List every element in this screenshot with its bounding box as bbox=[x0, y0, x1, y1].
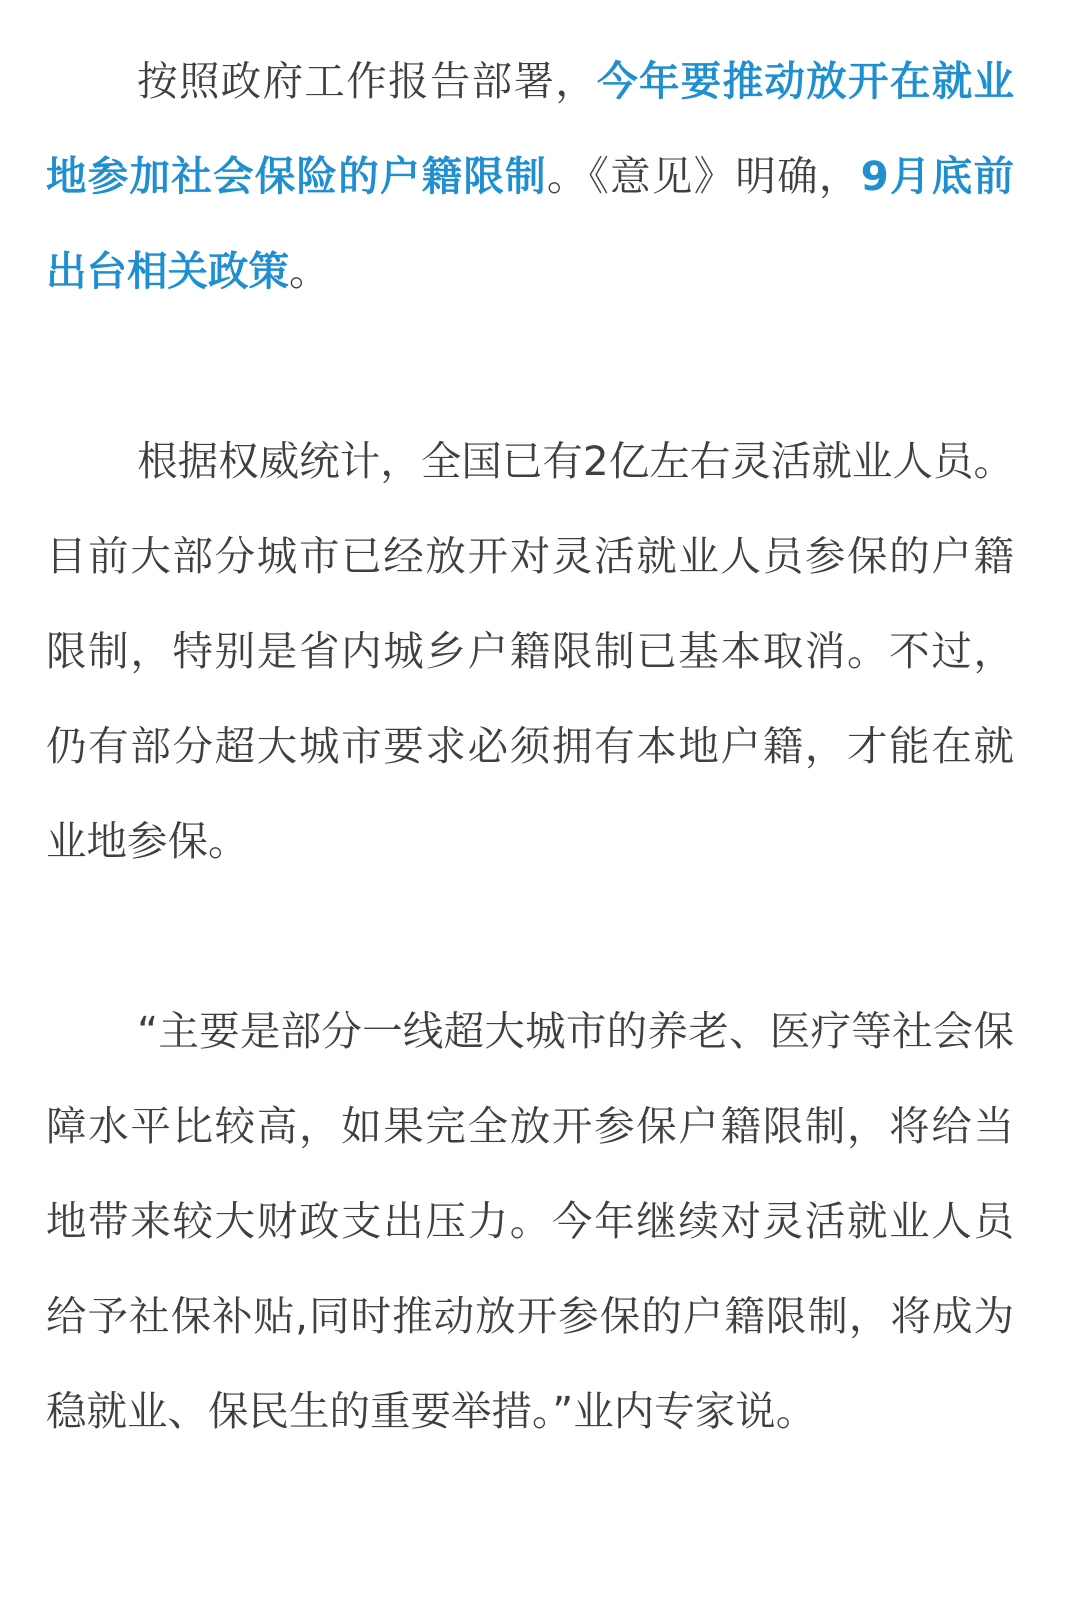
paragraph-hukou-policy bbox=[46, 34, 1014, 319]
text-run: 。《意见》明确， bbox=[546, 152, 861, 200]
text-run: 。 bbox=[289, 247, 330, 295]
highlighted-text: 9月底前出台相关政策 bbox=[46, 152, 1014, 295]
text-run: 按照政府工作报告部署， bbox=[137, 57, 598, 105]
paragraph-expert-quote bbox=[46, 984, 1014, 1459]
text-run: “主要是部分一线超大城市的养老、医疗等社会保障水平比较高，如果完全放开参保户籍限制，将给当地带来较大财政支出压力。今年继续对灵活就业人员给予社保补贴,同时推动放开参保的户籍限制，将成为稳就业、保民生的重要举措。”业内专家说。 bbox=[46, 1007, 1014, 1435]
paragraph-flexible-employment bbox=[46, 414, 1014, 889]
article-body bbox=[46, 34, 1014, 1459]
highlighted-text: 今年要推动放开在就业地参加社会保险的户籍限制 bbox=[46, 57, 1015, 200]
text-run: 根据权威统计，全国已有2亿左右灵活就业人员。目前大部分城市已经放开对灵活就业人员参保的户籍限制，特别是省内城乡户籍限制已基本取消。不过，仍有部分超大城市要求必须拥有本地户籍，才能在就业地参保。 bbox=[46, 437, 1014, 865]
